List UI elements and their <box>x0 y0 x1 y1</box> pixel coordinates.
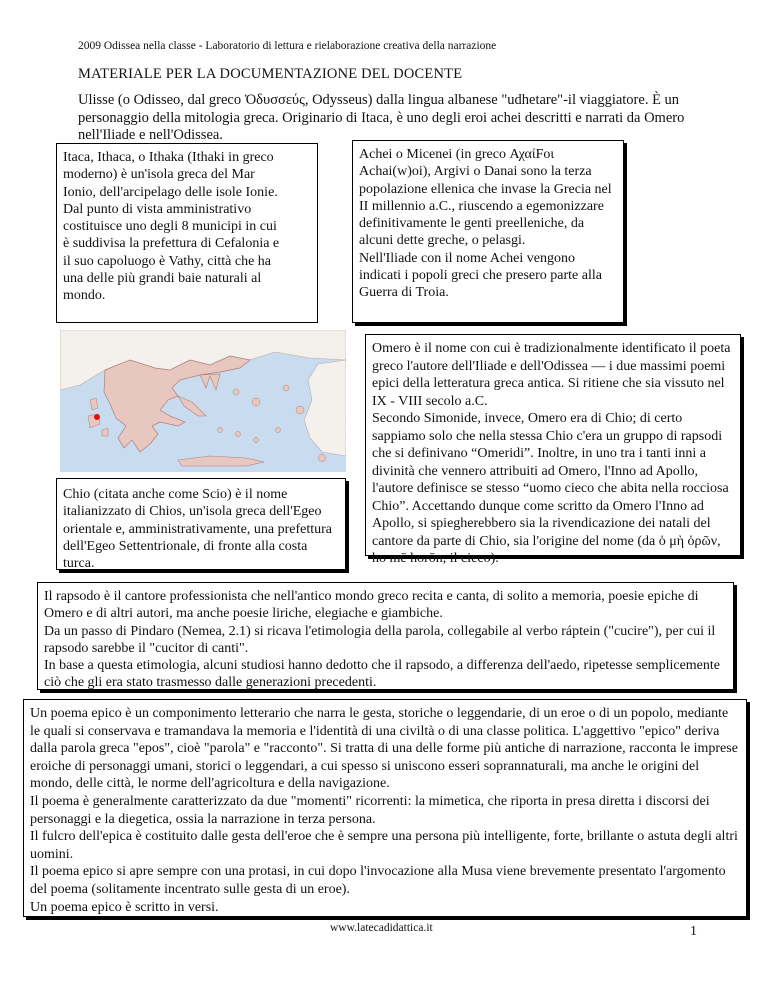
rapsodo-text-1: Il rapsodo è il cantore professionista che nell'antico mondo greco recita e canta, di solito a memoria, poesie epiche di Omero e di altri autori, ma anche poesie liriche, elegiache e giambiche. <box>44 589 699 622</box>
map-chios <box>296 406 304 414</box>
footer-url[interactable]: www.latecadidattica.it <box>330 922 433 934</box>
page-title: MATERIALE PER LA DOCUMENTAZIONE DEL DOCENTE <box>78 66 463 82</box>
chio-text: Chio (citata anche come Scio) è il nome italianizzato di Chios, un'isola greca dell'Egeo orientale e, amministrativamente, una prefettura dell'Egeo Settentrionale, di fronte alla costa turca. <box>63 487 332 572</box>
greece-map <box>60 330 346 472</box>
achei-text-2: Nell'Iliade con il nome Achei vengono indicati i popoli greci che presero parte alla Guerra di Troia. <box>359 250 602 301</box>
chio-box <box>56 478 346 570</box>
omero-box <box>365 334 741 566</box>
epico-text-3: Il fulcro dell'epica è costituito dalle gesta dell'eroe che è sempre una persona più intelligente, forte, brillante o astuta degli altri uomini. <box>30 829 738 862</box>
ithaca-marker-icon <box>94 414 100 420</box>
omero-text-2: Secondo Simonide, invece, Omero era di Chio; di certo sappiamo solo che nella stessa Chio c'era un gruppo di rapsodi che si definivano “Omeridi”. Inoltre, in uno tra i tanti inni a divinità che vennero attribuiti ad Omero, l'Inno ad Apollo, l'autore definisce se stesso “uomo cieco che abita nella rocciosa Chio”. Accettando dunque come scritto da Omero l'Inno ad Apollo, si spiegherebbero sia la rivendicazione dei natali del cantore da parte di Chio, sia l'origine del nome (da ὁ μὴ ὁρῶν, ho mē horōn, il cieco). <box>372 411 729 566</box>
ithaca-text: Itaca, Ithaca, o Ithaka (Ithaki in greco moderno) è un'isola greca del Mar Ionio, dell'arcipelago delle isole Ionie. Dal punto di vista amministrativo costituisce uno degli 8 municipi in cui è suddivisa la prefettura di Cefalonia e il suo capoluogo è Vathy, città che ha una delle più grandi baie naturali al mondo. <box>63 150 280 304</box>
epico-box <box>23 699 747 917</box>
achei-box <box>352 140 624 323</box>
rapsodo-box <box>37 582 734 690</box>
epico-text-5: Un poema epico è scritto in versi. <box>30 899 219 915</box>
epico-text-4: Il poema epico si apre sempre con una protasi, in cui dopo l'invocazione alla Musa viene brevemente presentato l'argomento del poema (solitamente incentrato sulle gesta di un eroe). <box>30 864 726 897</box>
page-header: 2009 Odissea nella classe - Laboratorio di lettura e rielaborazione creativa della narrazione <box>78 40 497 52</box>
achei-text-1: Achei o Micenei (in greco ΑχαίFοι Achai(w)oi), Argivi o Danai sono la terza popolazione ellenica che invase la Grecia nel II millennio a.C., riuscendo a egemonizzare definitivamente le genti preelleniche, da alcuni dette greche, o pelasgi. <box>359 147 612 249</box>
epico-text-2: Il poema è generalmente caratterizzato da due "momenti" ricorrenti: la mimetica, che riporta in presa diretta i discorsi dei personaggi e la diegetica, ossia la narrazione in terza persona. <box>30 793 710 827</box>
page-number: 1 <box>690 924 697 939</box>
rapsodo-text-2: Da un passo di Pindaro (Nemea, 2.1) si ricava l'etimologia della parola, collegabile al verbo ráptein ("cucire"), per cui il rapsodo sarebbe il "cucitor di canti". <box>44 623 716 656</box>
rapsodo-text-3: In base a questa etimologia, alcuni studiosi hanno dedotto che il rapsodo, a differenza dell'aedo, ripetesse semplicemente ciò che gli era stato trasmesso dalle generazioni precedenti. <box>44 658 720 691</box>
omero-text-1: Omero è il nome con cui è tradizionalmente identificato il poeta greco l'autore dell'Iliade e dell'Odissea — i due massimi poemi epici della letteratura greca antica. Si ritiene che sia vissuto nel IX - VIII secolo a.C. <box>372 341 731 409</box>
epico-text-1: Un poema epico è un componimento letterario che narra le gesta, storiche o leggendarie, di un eroe o di un popolo, mediante le quali si conservava e tramandava la memoria e l'identità di una civiltà o di una classe politica. L'aggettivo "epico" deriva dalla parola greca "epos", cioè "parola" e "racconto". Si tratta di una delle forme più antiche di narrazione, racconta le imprese eroiche di personaggi umani, storici o leggendari, a cui spesso si uniscono esseri soprannaturali, ma anche le origini del mondo, delle città, le norme dell'agricoltura e della navigazione. <box>30 706 738 792</box>
intro-paragraph: Ulisse (o Odisseo, dal greco Ὀδυσσεύς, Odysseus) dalla lingua albanese "udhetare"-il viaggiatore. È un personaggio della mitologia greca. Originario di Itaca, è uno degli eroi achei descritti e narrati da Omero nell'Iliade e nell'Odissea. <box>78 92 685 143</box>
ithaca-box <box>56 143 318 323</box>
